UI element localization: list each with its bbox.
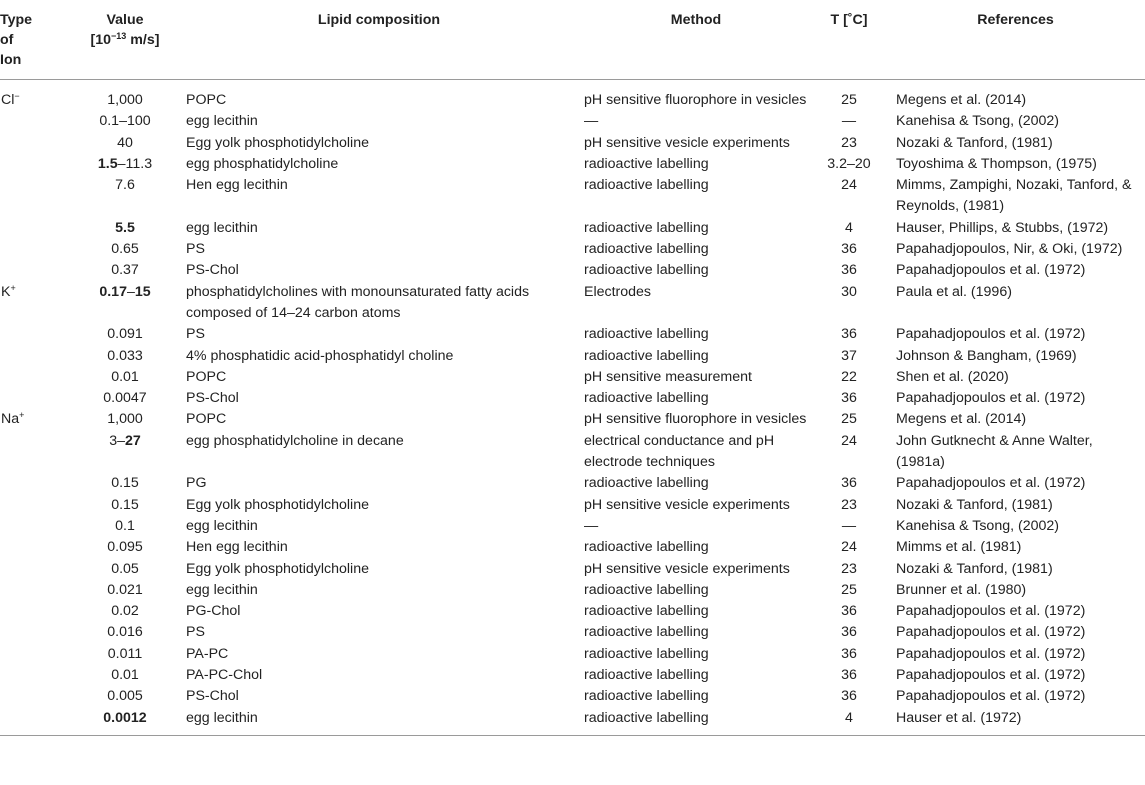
cell-ion-type [0, 665, 72, 686]
table-row [0, 282, 1145, 325]
cell-value: 0.65 [111, 241, 139, 258]
cell-value: 0.095 [107, 539, 143, 556]
cell-ion-type [0, 133, 72, 154]
table-row [0, 431, 1145, 474]
cell-lipid-composition: PS [186, 624, 205, 641]
cell-ion-type [0, 239, 72, 260]
cell-reference: John Gutknecht & Anne Walter, (1981a) [896, 432, 1093, 471]
cell-ion-type [0, 559, 72, 580]
cell-lipid-composition: Egg yolk phosphotidylcholine [186, 496, 369, 513]
cell-lipid-composition: PG-Chol [186, 603, 241, 620]
cell-reference: Papahadjopoulos et al. (1972) [896, 326, 1086, 343]
cell-method: pH sensitive vesicle experiments [584, 496, 790, 513]
cell-ion-type [0, 580, 72, 601]
table-row [0, 367, 1145, 388]
cell-ion-type [0, 260, 72, 281]
cell-lipid-composition: PS [186, 241, 205, 258]
cell-ion-type [0, 324, 72, 345]
cell-method: — [584, 517, 599, 534]
table-row [0, 644, 1145, 665]
cell-lipid-composition: egg lecithin [186, 113, 258, 130]
cell-ion-type [0, 431, 72, 474]
cell-ion-type [0, 516, 72, 537]
cell-reference: Toyoshima & Thompson, (1975) [896, 155, 1097, 172]
cell-reference: Mimms, Zampighi, Nozaki, Tanford, & Reynolds, (1981) [896, 177, 1132, 215]
cell-ion-type [0, 473, 72, 494]
cell-method: pH sensitive vesicle experiments [584, 134, 790, 151]
cell-method: radioactive labelling [584, 624, 709, 641]
table-row [0, 580, 1145, 601]
cell-value: 1,000 [107, 92, 143, 108]
header-value: Value [$10^{-13}$ m/s] [72, 0, 178, 80]
cell-lipid-composition: POPC [186, 92, 227, 108]
cell-reference: Hauser, Phillips, & Stubbs, (1972) [896, 219, 1109, 236]
header-temperature: T [˚C] [812, 0, 886, 80]
table-row [0, 686, 1145, 707]
cell-temperature: 24 [841, 539, 857, 556]
cell-method: — [584, 113, 599, 130]
cell-method: radioactive labelling [584, 645, 709, 662]
cell-lipid-composition: Egg yolk phosphotidylcholine [186, 560, 369, 577]
cell-temperature: 30 [841, 283, 857, 300]
cell-reference: Mimms et al. (1981) [896, 539, 1022, 556]
cell-lipid-composition: POPC [186, 411, 227, 428]
table-row [0, 622, 1145, 643]
cell-reference: Papahadjopoulos et al. (1972) [896, 645, 1086, 662]
cell-lipid-composition: egg lecithin [186, 219, 258, 236]
cell-reference: Hauser et al. (1972) [886, 708, 1145, 736]
cell-temperature: 24 [841, 177, 857, 194]
cell-temperature: 25 [841, 411, 857, 428]
cell-value: 1,000 [107, 411, 143, 428]
cell-ion-type [0, 111, 72, 132]
table-row [0, 260, 1145, 281]
cell-method: radioactive labelling [584, 177, 709, 194]
cell-lipid-composition: egg lecithin [186, 517, 258, 534]
cell-lipid-composition: PS [186, 326, 205, 343]
table-row [0, 409, 1145, 430]
cell-temperature: 36 [841, 667, 857, 684]
table-row [0, 537, 1145, 558]
cell-reference: Kanehisa & Tsong, (2002) [896, 517, 1060, 534]
cell-value: 40 [117, 134, 133, 151]
cell-reference: Papahadjopoulos et al. (1972) [896, 262, 1086, 279]
cell-reference: Papahadjopoulos et al. (1972) [896, 390, 1086, 407]
cell-ion-type [0, 495, 72, 516]
cell-reference: Papahadjopoulos et al. (1972) [896, 475, 1086, 492]
cell-value: 0.0012 [72, 708, 178, 736]
cell-value: 0.0047 [103, 390, 147, 407]
cell-temperature: 36 [841, 645, 857, 662]
cell-lipid-composition: PS-Chol [186, 688, 239, 705]
cell-temperature: 25 [841, 581, 857, 598]
cell-value: 0.016 [107, 624, 143, 641]
table-row [0, 111, 1145, 132]
cell-method: radioactive labelling [584, 688, 709, 705]
cell-method: pH sensitive fluorophore in vesicles [584, 92, 807, 108]
cell-reference: Nozaki & Tanford, (1981) [896, 560, 1053, 577]
cell-temperature: 4 [812, 708, 886, 736]
cell-method: radioactive labelling [584, 155, 709, 172]
cell-value: 0.01 [111, 667, 139, 684]
table-row [0, 665, 1145, 686]
cell-temperature: 23 [841, 134, 857, 151]
cell-temperature: 23 [841, 496, 857, 513]
table-row [0, 133, 1145, 154]
header-references: References [886, 0, 1145, 80]
cell-value: 0.17–15 [99, 283, 151, 300]
cell-ion-type [0, 346, 72, 367]
cell-lipid-composition: egg phosphatidylcholine [186, 155, 339, 172]
cell-method: radioactive labelling [584, 475, 709, 492]
cell-value: 5.5 [115, 219, 135, 236]
cell-lipid-composition: PS-Chol [186, 390, 239, 407]
cell-reference: Papahadjopoulos et al. (1972) [896, 688, 1086, 705]
cell-temperature: — [841, 113, 857, 130]
cell-value: 0.15 [111, 496, 139, 513]
cell-value: 0.091 [107, 326, 143, 343]
cell-value: 0.011 [107, 645, 143, 662]
table-row [0, 218, 1145, 239]
cell-lipid-composition: egg lecithin [186, 581, 258, 598]
table-row [0, 324, 1145, 345]
cell-reference: Kanehisa & Tsong, (2002) [896, 113, 1060, 130]
cell-temperature: 36 [841, 326, 857, 343]
cell-value: 0.02 [111, 603, 139, 620]
cell-method: radioactive labelling [584, 581, 709, 598]
cell-lipid-composition: Hen egg lecithin [186, 177, 288, 194]
cell-temperature: 36 [841, 475, 857, 492]
cell-method: radioactive labelling [584, 347, 709, 364]
cell-value: 0.033 [107, 347, 143, 364]
table-row [0, 175, 1145, 218]
cell-ion-type: K+ [1, 282, 16, 300]
cell-lipid-composition: 4% phosphatidic acid-phosphatidyl choline [186, 347, 454, 364]
cell-value: 0.1–100 [99, 113, 151, 130]
header-lipid-composition: Lipid composition [178, 0, 580, 80]
cell-method: radioactive labelling [584, 262, 709, 279]
cell-ion-type: Cl− [1, 91, 20, 108]
cell-value: 7.6 [115, 177, 135, 194]
cell-method: radioactive labelling [584, 241, 709, 258]
cell-method: radioactive labelling [584, 603, 709, 620]
cell-lipid-composition: Egg yolk phosphotidylcholine [186, 134, 369, 151]
cell-reference: Papahadjopoulos et al. (1972) [896, 667, 1086, 684]
header-ion-type: Type of Ion [0, 0, 72, 80]
cell-ion-type [0, 367, 72, 388]
cell-method: radioactive labelling [584, 390, 709, 407]
cell-ion-type [0, 537, 72, 558]
cell-value: 1.5–11.3 [97, 155, 153, 172]
table-body [0, 80, 1145, 736]
cell-method: pH sensitive vesicle experiments [584, 560, 790, 577]
cell-value: 0.15 [111, 475, 139, 492]
table-row [0, 388, 1145, 409]
cell-temperature: — [841, 517, 857, 534]
cell-reference: Brunner et al. (1980) [896, 581, 1027, 598]
cell-temperature: 36 [841, 624, 857, 641]
table-row [0, 80, 1145, 112]
cell-reference: Papahadjopoulos et al. (1972) [896, 624, 1086, 641]
cell-temperature: 25 [841, 92, 857, 108]
cell-ion-type [0, 708, 72, 736]
cell-ion-type [0, 154, 72, 175]
cell-ion-type [0, 218, 72, 239]
cell-method: radioactive labelling [580, 708, 812, 736]
header-row [0, 0, 1145, 80]
cell-lipid-composition: phosphatidylcholines with monounsaturated fatty acids composed of 14–24 carbon atoms [186, 283, 530, 321]
cell-ion-type [0, 388, 72, 409]
cell-temperature: 36 [841, 241, 857, 258]
table-row [0, 601, 1145, 622]
cell-ion-type: Na+ [1, 410, 25, 428]
cell-reference: Papahadjopoulos et al. (1972) [896, 603, 1086, 620]
cell-method: radioactive labelling [584, 667, 709, 684]
cell-temperature: 22 [841, 368, 857, 385]
cell-reference: Paula et al. (1996) [896, 283, 1012, 300]
cell-lipid-composition: PA-PC-Chol [186, 667, 263, 684]
table-row [0, 239, 1145, 260]
cell-method: pH sensitive measurement [584, 368, 752, 385]
cell-lipid-composition: PA-PC [186, 645, 229, 662]
cell-lipid-composition: egg phosphatidylcholine in decane [186, 432, 404, 449]
cell-method: radioactive labelling [584, 539, 709, 556]
table-row [0, 154, 1145, 175]
cell-ion-type [0, 601, 72, 622]
cell-temperature: 36 [841, 262, 857, 279]
header-method: Method [580, 0, 812, 80]
cell-ion-type [0, 686, 72, 707]
cell-value: 0.01 [111, 368, 139, 385]
table-row [0, 473, 1145, 494]
cell-temperature: 36 [841, 688, 857, 705]
cell-temperature: 4 [845, 219, 853, 236]
cell-temperature: 3.2–20 [827, 155, 871, 172]
cell-lipid-composition: Hen egg lecithin [186, 539, 288, 556]
cell-reference: Papahadjopoulos, Nir, & Oki, (1972) [896, 241, 1123, 258]
cell-lipid-composition: PG [186, 475, 207, 492]
cell-reference: Nozaki & Tanford, (1981) [896, 496, 1053, 513]
table-row [0, 708, 1145, 736]
cell-value: 0.37 [111, 262, 139, 279]
cell-temperature: 36 [841, 390, 857, 407]
cell-temperature: 37 [841, 347, 857, 364]
cell-lipid-composition: POPC [186, 368, 227, 385]
table-row [0, 516, 1145, 537]
cell-lipid-composition: egg lecithin [178, 708, 580, 736]
cell-method: pH sensitive fluorophore in vesicles [584, 411, 807, 428]
table-row [0, 346, 1145, 367]
cell-reference: Nozaki & Tanford, (1981) [896, 134, 1053, 151]
cell-temperature: 23 [841, 560, 857, 577]
cell-value: 3–27 [109, 432, 141, 449]
cell-value: 0.1 [115, 517, 135, 534]
cell-temperature: 24 [841, 432, 857, 449]
cell-reference: Megens et al. (2014) [896, 92, 1027, 108]
cell-ion-type [0, 175, 72, 218]
cell-value: 0.05 [111, 560, 139, 577]
cell-method: electrical conductance and pH electrode techniques [584, 432, 775, 471]
cell-lipid-composition: PS-Chol [186, 262, 239, 279]
cell-method: Electrodes [584, 283, 652, 300]
cell-temperature: 36 [841, 603, 857, 620]
cell-method: radioactive labelling [584, 219, 709, 236]
cell-value: 0.005 [107, 688, 143, 705]
table-row [0, 559, 1145, 580]
cell-reference: Shen et al. (2020) [896, 368, 1009, 385]
cell-method: radioactive labelling [584, 326, 709, 343]
cell-reference: Johnson & Bangham, (1969) [896, 347, 1077, 364]
cell-ion-type [0, 622, 72, 643]
cell-ion-type [0, 644, 72, 665]
cell-reference: Megens et al. (2014) [896, 411, 1027, 428]
table-row [0, 495, 1145, 516]
cell-value: 0.021 [107, 581, 143, 598]
